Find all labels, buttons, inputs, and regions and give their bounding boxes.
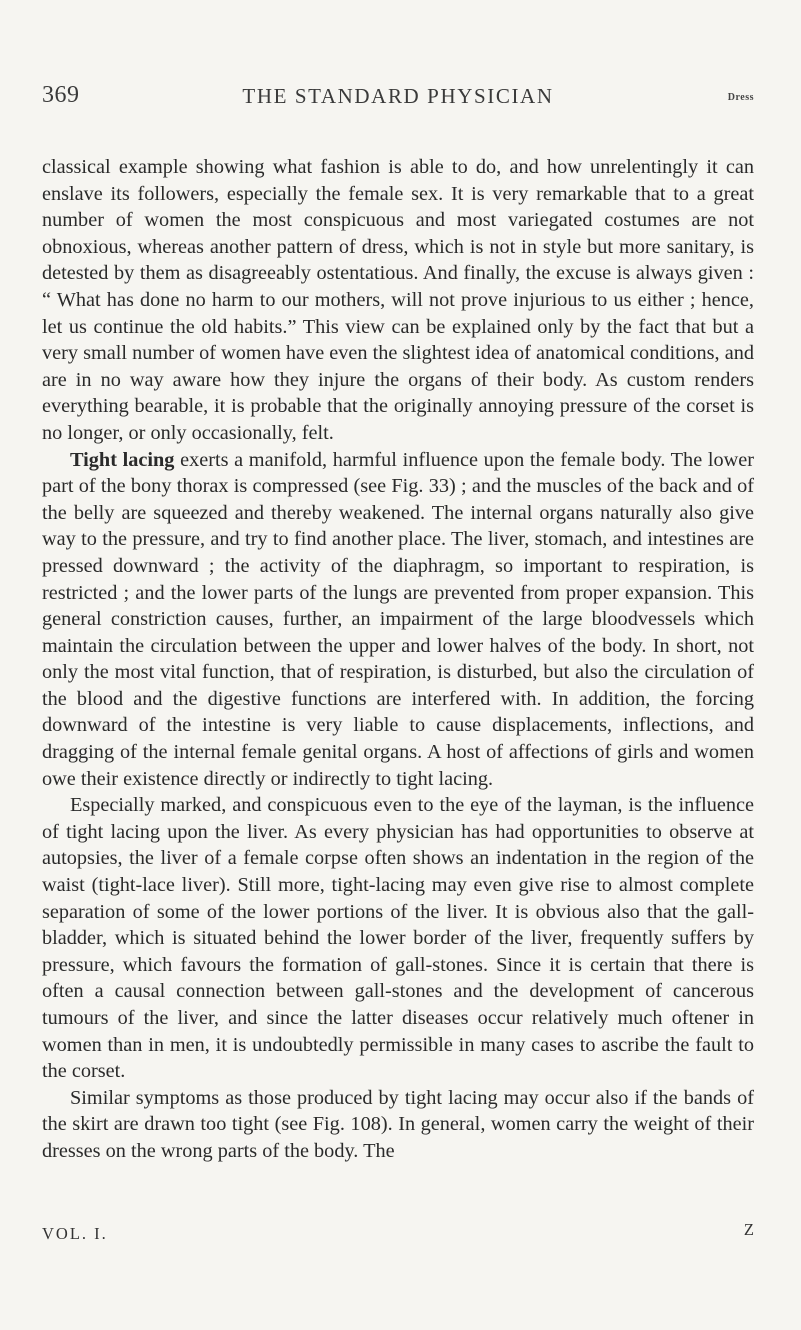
section-tag: Dress — [727, 92, 754, 103]
paragraph-1-text: classical example showing what fashion is able to do, and how unrelentingly it can enslave its followers, especially the female sex. It is very remarkable that to a great number of women the most conspicuous and most variegated costumes are not obnoxious, whereas another pattern of dress, which is not in style but more sanitary, is detested by them as disagreeably ostentatious. And finally, the excuse is always given : “ What has done no harm to our mothers, will not prove injurious to us either ; hence, let us continue the old habits.” This view can be explained only by the fact that but a very small number of women have even the slightest idea of anatomical conditions, and are in no way aware how they injure the organs of their body. As custom renders everything bearable, it is probable that the originally annoying pressure of the corset is no longer, or only occasionally, felt. — [42, 156, 754, 444]
page-header — [42, 82, 754, 122]
paragraph-4 — [42, 1085, 754, 1165]
paragraph-2-lead: Tight lacing — [70, 448, 175, 471]
page-footer — [42, 1220, 754, 1254]
paragraph-3-text: Especially marked, and conspicuous even to the eye of the layman, is the influence of tight lacing upon the liver. As every physician has had opportunities to observe at autopsies, the liver of a female corpse often shows an indentation in the region of the waist (tight-lace liver). Still more, tight-lacing may even give rise to almost complete separation of some of the lower portions of the liver. It is obvious also that the gall-bladder, which is situated behind the lower border of the liver, frequently suffers by pressure, which favours the formation of gall-stones. Since it is certain that there is often a causal connection between gall-stones and the development of cancerous tumours of the liver, and since the latter diseases occur relatively much oftener in women than in men, it is undoubtedly permissible in many cases to ascribe the fault to the corset. — [42, 794, 754, 1083]
paragraph-3 — [42, 792, 754, 1085]
paragraph-2 — [42, 447, 754, 793]
paragraph-4-text: Similar symptoms as those produced by tight lacing may occur also if the bands of the skirt are drawn too tight (see Fig. 108). In general, women carry the weight of their dresses on the wrong parts of the body. The — [42, 1086, 754, 1162]
running-title: THE STANDARD PHYSICIAN — [242, 84, 554, 108]
body-text — [42, 154, 754, 1165]
paragraph-1 — [42, 154, 754, 447]
signature-mark: Z — [743, 1220, 754, 1239]
page-number: 369 — [42, 82, 80, 108]
volume-label: VOL. I. — [42, 1224, 108, 1243]
paragraph-2-text: exerts a manifold, harmful influence upon the female body. The lower part of the bony thorax is compressed (see Fig. 33) ; and the muscles of the back and of the belly are squeezed and thereby weakened. The internal organs naturally also give way to the pressure, and try to find another place. The liver, stomach, and intestines are pressed downward ; the activity of the diaphragm, so important to respiration, is restricted ; and the lower parts of the lungs are prevented from proper expansion. This general constriction causes, further, an impairment of the large bloodvessels which maintain the circulation between the upper and lower halves of the body. In short, not only the most vital function, that of respiration, is disturbed, but also the circulation of the blood and the digestive functions are interfered with. In addition, the forcing downward of the intestine is very liable to cause displacements, inflections, and dragging of the internal female genital organs. A host of affections of girls and women owe their existence directly or indirectly to tight lacing. — [42, 448, 755, 790]
